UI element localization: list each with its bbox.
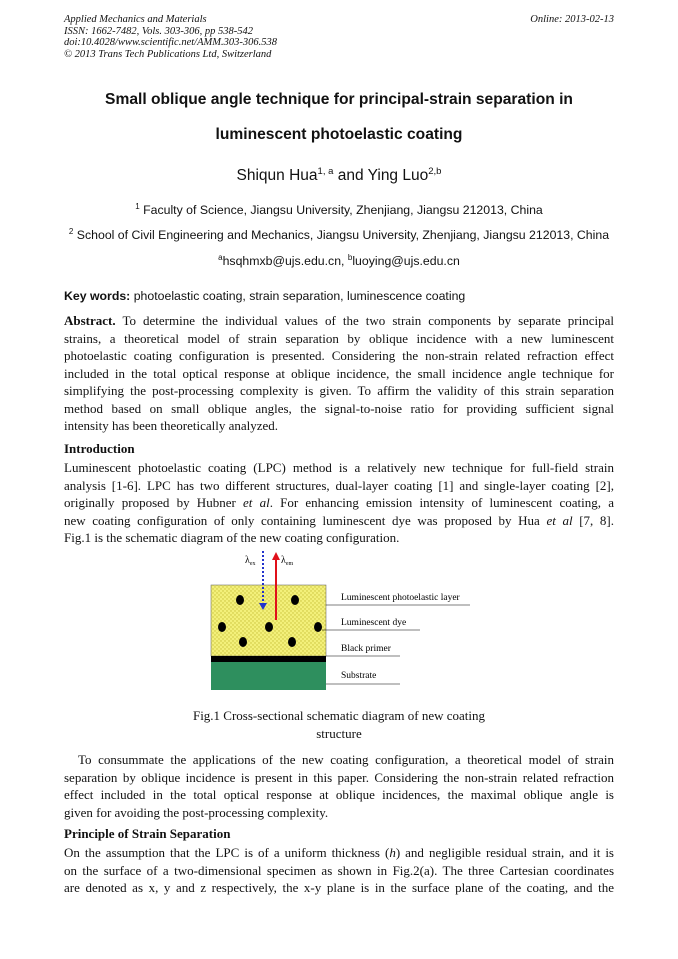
affiliation-1-mark: 1 [135,202,140,211]
email-b-mark: b [347,253,353,262]
body-paragraph [64,751,614,821]
principle-line [64,844,614,862]
journal-name: Applied Mechanics and Materials [64,14,207,25]
email-line [40,253,638,268]
figure-1-caption [64,707,614,743]
author-2-affil: 2,b [428,166,442,177]
intro-text: [7, 8]. [572,512,614,528]
journal-copyright: © 2013 Trans Tech Publications Ltd, Switzerland [64,48,272,60]
body-line: separation by oblique incidence is present in this paper. Considering the non-strain related refraction [64,769,614,785]
email-a: hsqhmxb@ujs.edu.cn, [222,254,348,268]
intro-italic: et al [243,495,270,510]
abstract [64,312,614,435]
keywords [64,289,465,303]
intro-line [64,512,614,530]
lambda-ex-label: $\lambda_{ex}$ [245,555,256,567]
paper-title-line1: Small oblique angle technique for principal-strain separation in [105,91,573,108]
intro-italic: et al [546,512,573,528]
journal-doi: doi:10.4028/www.scientific.net/AMM.303-306.538 [64,37,277,48]
dye-particle [218,622,226,632]
abstract-line: intensity has been theoretically analyzed. [64,418,279,433]
label-photoelastic-layer: Luminescent photoelastic layer [341,593,460,603]
abstract-line: strains, a theoretical model of strain separation by oblique incidence with a new luminescent [64,330,614,346]
keywords-label: Key words: [64,289,131,303]
dye-particle [265,622,273,632]
intro-line: Luminescent photoelastic coating (LPC) method is a relatively new technique for full-field strain [64,460,614,475]
substrate [211,662,326,690]
journal-header [64,14,277,60]
dye-particle [236,595,244,605]
principle-text: ) and negligible residual strain, and it is [395,845,614,860]
paper-title-line2: luminescent photoelastic coating [215,126,463,143]
intro-line: Fig.1 is the schematic diagram of the new coating configuration. [64,530,400,545]
principle-text: On the assumption that the LPC is of a uniform thickness ( [64,845,390,860]
body-line: effect included in the total optical response at oblique incidences, the maximal oblique angle is [64,787,614,802]
introduction-heading: Introduction [64,441,135,456]
abstract-line [64,312,614,330]
dye-particle [314,622,322,632]
abstract-line: simplifying the post-processing complexity is given. To affirm the validity of this strain separation [64,383,614,398]
affiliation-1 [40,202,638,217]
dye-particle [288,637,296,647]
dye-particle [291,595,299,605]
caption-line: structure [316,726,362,741]
affiliation-2 [40,227,638,242]
photoelastic-layer [211,585,326,656]
figure-1-diagram [200,548,500,698]
affiliation-2-mark: 2 [68,227,74,236]
principle-heading: Principle of Strain Separation [64,826,231,841]
author-1-affil: 1, a [317,166,334,177]
dye-particle [239,637,247,647]
label-substrate: Substrate [341,671,377,681]
abstract-line: method based on small oblique angles, the signal-to-noise ratio for providing sufficient signal [64,400,614,416]
intro-text: . For enhancing emission intensity of luminescent coating, a [269,495,614,510]
body-line: To consummate the applications of the new coating configuration, a theoretical model of strain [78,752,614,767]
author-2: Ying Luo [367,167,429,184]
intro-text: new coating configuration of only containing luminescent dye was proposed by Hua [64,512,547,528]
intro-line [64,494,614,512]
abstract-text: To determine the individual values of the two strain components by separate principal [115,313,614,328]
intro-line: analysis [1-6]. LPC has two different structures, dual-layer coating [1] and single-layer coating [2], [64,477,614,493]
author-list [40,166,638,185]
intro-text: originally proposed by Hubner [64,495,243,510]
principle-italic: h [389,845,396,860]
author-1: Shiqun Hua [236,167,318,184]
keywords-text: photoelastic coating, strain separation, luminescence coating [130,289,466,303]
principle-line: are denoted as x, y and z respectively, the x-y plane is in the surface plane of the coating, and the [64,880,614,895]
label-luminescent-dye: Luminescent dye [341,618,407,628]
online-date: Online: 2013-02-13 [530,14,614,25]
email-b: luoying@ujs.edu.cn [352,254,460,268]
introduction-body [64,459,614,547]
abstract-label: Abstract. [64,313,116,328]
abstract-line: photoelastic coating configuration is presented. Considering the non-strain related refraction effect [64,348,614,363]
lambda-em-label: $\lambda_{em}$ [281,555,294,567]
body-line: given for avoiding the post-processing complexity. [64,804,329,820]
email-a-mark: a [218,253,223,262]
abstract-line: included in the total optical response at oblique incidence, the small incidence angle technique for [64,365,614,381]
emission-arrowhead [272,552,280,560]
author-connector: and [333,167,368,184]
label-black-primer: Black primer [341,644,391,654]
principle-body [64,844,614,897]
principle-line: on the surface of a two-dimensional specimen as shown in Fig.2(a). The three Cartesian coordinates [64,862,614,878]
caption-line: Fig.1 Cross-sectional schematic diagram of new coating [192,708,486,723]
affiliation-2-text: School of Civil Engineering and Mechanics, Jiangsu University, Zhenjiang, Jiangsu 212013, China [73,228,610,242]
journal-issn: ISSN: 1662-7482, Vols. 303-306, pp 538-542 [64,25,253,37]
affiliation-1-text: Faculty of Science, Jiangsu University, Zhenjiang, Jiangsu 212013, China [139,203,543,217]
black-primer [211,656,326,662]
